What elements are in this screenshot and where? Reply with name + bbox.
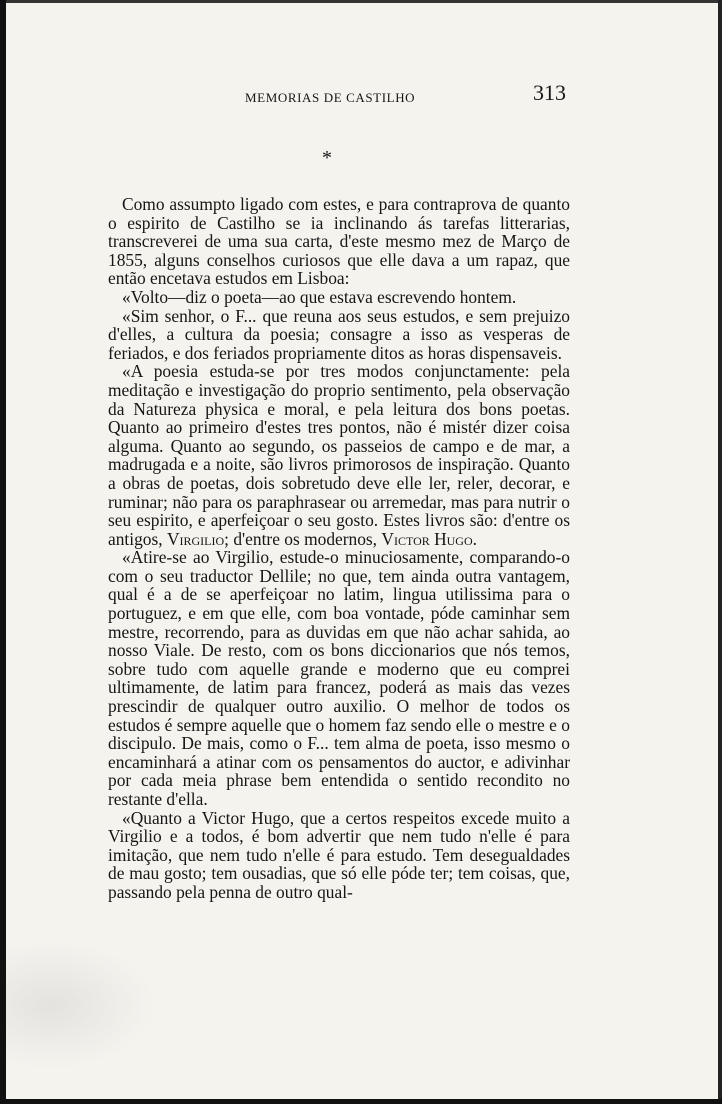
page-header — [245, 80, 585, 110]
paragraph: Como assumpto ligado com estes, e para contraprova de quanto o espirito de Castilho se ia inclinando ás tarefas litterarias, transcreverei de uma sua carta, d'este mesmo mez de Março de 1855, alguns conselhos curiosos que elle dava a um rapaz, que então encetava estudos em Lisboa: — [108, 194, 570, 289]
running-title: MEMORIAS DE CASTILHO — [245, 90, 416, 105]
scan-border-right — [718, 0, 722, 1104]
author-name-virgilio: Virgilio — [166, 528, 225, 549]
scan-border-left — [0, 0, 6, 1104]
paragraph: «Quanto a Victor Hugo, que a certos respeitos excede muito a Virgilio e a todos, é bom advertir que nem tudo n'elle é para imitação, que nem tudo n'elle é para estudo. Tem desegualdades de mau gosto; tem ousadias, que só elle póde ter; tem coisas, que, passando pela penna de outro qual- — [108, 807, 570, 902]
paragraph: «Atire-se ao Virgilio, estude-o minuciosamente, comparando-o com o seu traductor Dellile; no que, tem ainda outra vantagem, qual é a de se aperfeiçoar no latim, lingua utilissima para o portuguez, e em que elle, com boa vontade, póde caminhar sem mestre, recorrendo, para as duvidas em que não achar sahida, ao nosso Viale. De resto, com os bons diccionarios que nós temos, sobre tudo com aquelle grande e moderno que eu comprei ultimamente, de latim para francez, poderá as mais das vezes prescindir de qualquer outro auxilio. O melhor de todos os estudos é sempre aquelle que o homem faz sendo elle o mestre e o discipulo. De mais, como o F... tem alma de poeta, isso mesmo o encaminhará a atinar com os pensamentos do auctor, e adivinhar por cada meia phrase bem entendida o sentido recondito no restante d'ella. — [108, 547, 570, 809]
paragraph-text: «A poesia estuda-se por tres modos conjunctamente: pela meditação e investigação do proprio sentimento, pela observação da Natureza physica e moral, e pela leitura dos bons poetas. Quanto ao primeiro d'estes tres pontos, não é mistér dizer coisa alguma. Quanto ao segundo, os passeios de campo e de mar, a madrugada e a noite, são livros primorosos de inspiração. Quanto a obras de poetas, dois sobretudo deve elle ler, reler, decorar, e ruminar; não para os paraphrasear ou arremedar, mas para nutrir o seu espirito, e aperfeiçoar o seu gosto. Estes livros são: d'entre os antigos, — [108, 361, 570, 549]
page-number: 313 — [533, 80, 566, 105]
paragraph-text: ; d'entre os modernos, — [224, 528, 378, 549]
paragraph: «Sim senhor, o F... que reuna aos seus estudos, e sem prejuizo d'elles, a cultura da poesia; consagre a isso as vesperas de feriados, e dos feriados propriamente ditos as horas dispensaveis. — [108, 305, 570, 363]
author-name-victor-hugo: Victor Hugo — [381, 528, 473, 549]
paper-smudge — [6, 940, 156, 1070]
scan-border-bottom — [0, 1099, 722, 1104]
section-separator: * — [322, 147, 332, 169]
paragraph-text: . — [472, 528, 477, 549]
paragraph — [108, 362, 570, 548]
scan-border-top — [0, 0, 722, 3]
paragraph: «Volto—diz o poeta—ao que estava escrevendo hontem. — [122, 286, 517, 307]
body-text — [108, 195, 570, 902]
